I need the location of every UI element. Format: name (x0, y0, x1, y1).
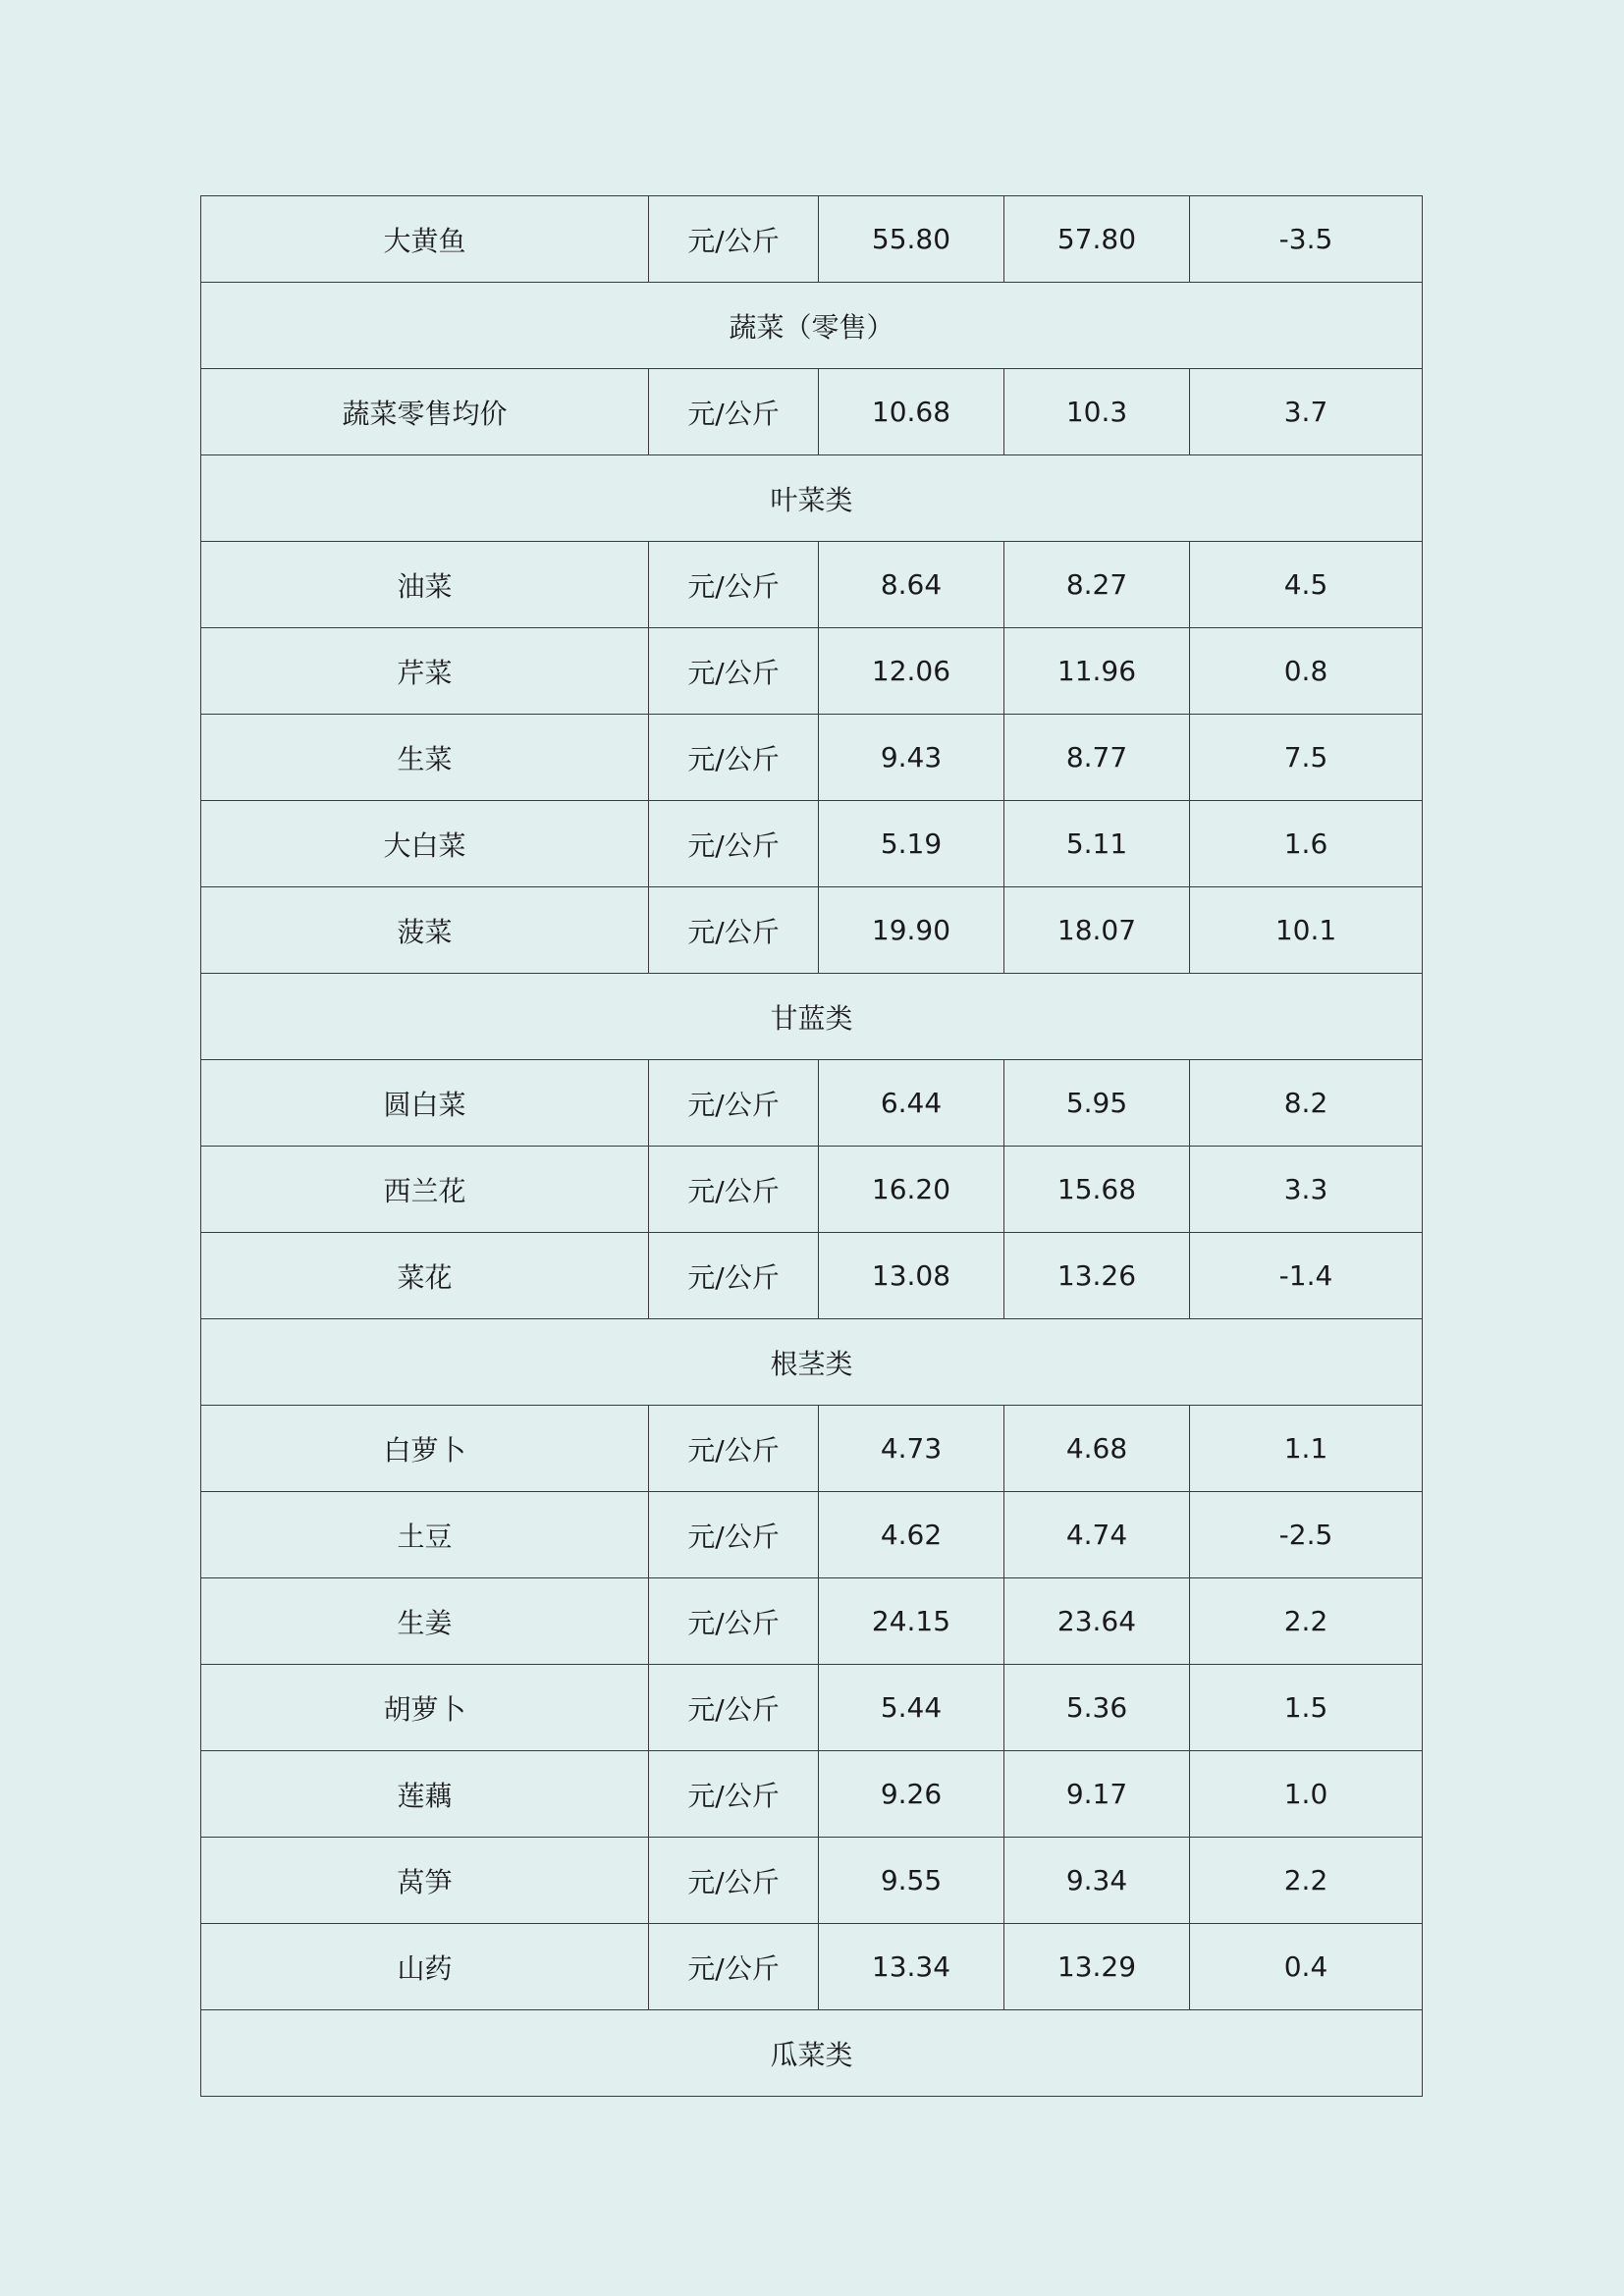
unit-cell: 元/公斤 (649, 1751, 819, 1838)
table-row (201, 1578, 1423, 1665)
unit-cell: 元/公斤 (649, 1147, 819, 1233)
current-price-cell: 4.73 (819, 1406, 1004, 1492)
change-percent-cell: 1.5 (1190, 1665, 1423, 1751)
current-price-cell: 24.15 (819, 1578, 1004, 1665)
table-row (201, 715, 1423, 801)
change-percent-cell: 0.8 (1190, 628, 1423, 715)
table-row (201, 887, 1423, 974)
current-price-cell: 5.44 (819, 1665, 1004, 1751)
unit-cell: 元/公斤 (649, 628, 819, 715)
current-price-cell: 16.20 (819, 1147, 1004, 1233)
table-row (201, 1147, 1423, 1233)
change-percent-cell: -1.4 (1190, 1233, 1423, 1319)
item-name-cell: 西兰花 (201, 1147, 649, 1233)
unit-cell: 元/公斤 (649, 1406, 819, 1492)
unit-cell: 元/公斤 (649, 801, 819, 887)
change-percent-cell: 1.6 (1190, 801, 1423, 887)
previous-price-cell: 4.68 (1004, 1406, 1190, 1492)
price-table (200, 195, 1423, 2097)
table-row (201, 1924, 1423, 2010)
table-row (201, 1665, 1423, 1751)
change-percent-cell: 2.2 (1190, 1838, 1423, 1924)
category-row (201, 1319, 1423, 1406)
item-name-cell: 菜花 (201, 1233, 649, 1319)
category-label: 瓜菜类 (201, 2010, 1423, 2097)
table-row (201, 1838, 1423, 1924)
previous-price-cell: 11.96 (1004, 628, 1190, 715)
item-name-cell: 油菜 (201, 542, 649, 628)
item-name-cell: 生菜 (201, 715, 649, 801)
change-percent-cell: -3.5 (1190, 196, 1423, 283)
table-row (201, 628, 1423, 715)
current-price-cell: 9.26 (819, 1751, 1004, 1838)
change-percent-cell: 2.2 (1190, 1578, 1423, 1665)
unit-cell: 元/公斤 (649, 1492, 819, 1578)
item-name-cell: 莴笋 (201, 1838, 649, 1924)
change-percent-cell: 1.1 (1190, 1406, 1423, 1492)
unit-cell: 元/公斤 (649, 542, 819, 628)
current-price-cell: 9.55 (819, 1838, 1004, 1924)
category-label: 甘蓝类 (201, 974, 1423, 1060)
change-percent-cell: 7.5 (1190, 715, 1423, 801)
previous-price-cell: 5.36 (1004, 1665, 1190, 1751)
table-row (201, 1751, 1423, 1838)
item-name-cell: 山药 (201, 1924, 649, 2010)
category-label: 叶菜类 (201, 455, 1423, 542)
table-row (201, 196, 1423, 283)
table-row (201, 801, 1423, 887)
unit-cell: 元/公斤 (649, 887, 819, 974)
table-row (201, 1060, 1423, 1147)
unit-cell: 元/公斤 (649, 1665, 819, 1751)
previous-price-cell: 15.68 (1004, 1147, 1190, 1233)
unit-cell: 元/公斤 (649, 1578, 819, 1665)
previous-price-cell: 13.26 (1004, 1233, 1190, 1319)
unit-cell: 元/公斤 (649, 1838, 819, 1924)
previous-price-cell: 8.77 (1004, 715, 1190, 801)
item-name-cell: 莲藕 (201, 1751, 649, 1838)
unit-cell: 元/公斤 (649, 1924, 819, 2010)
item-name-cell: 胡萝卜 (201, 1665, 649, 1751)
item-name-cell: 白萝卜 (201, 1406, 649, 1492)
item-name-cell: 圆白菜 (201, 1060, 649, 1147)
change-percent-cell: 10.1 (1190, 887, 1423, 974)
item-name-cell: 生姜 (201, 1578, 649, 1665)
category-label: 蔬菜（零售） (201, 283, 1423, 369)
previous-price-cell: 5.95 (1004, 1060, 1190, 1147)
change-percent-cell: 8.2 (1190, 1060, 1423, 1147)
unit-cell: 元/公斤 (649, 715, 819, 801)
unit-cell: 元/公斤 (649, 1233, 819, 1319)
current-price-cell: 6.44 (819, 1060, 1004, 1147)
category-row (201, 2010, 1423, 2097)
table-row (201, 369, 1423, 455)
previous-price-cell: 8.27 (1004, 542, 1190, 628)
current-price-cell: 5.19 (819, 801, 1004, 887)
table-row (201, 1233, 1423, 1319)
item-name-cell: 土豆 (201, 1492, 649, 1578)
change-percent-cell: 3.3 (1190, 1147, 1423, 1233)
unit-cell: 元/公斤 (649, 1060, 819, 1147)
table-body (201, 196, 1423, 2097)
item-name-cell: 大黄鱼 (201, 196, 649, 283)
table-row (201, 1492, 1423, 1578)
change-percent-cell: -2.5 (1190, 1492, 1423, 1578)
previous-price-cell: 13.29 (1004, 1924, 1190, 2010)
current-price-cell: 19.90 (819, 887, 1004, 974)
previous-price-cell: 10.3 (1004, 369, 1190, 455)
category-row (201, 455, 1423, 542)
previous-price-cell: 18.07 (1004, 887, 1190, 974)
item-name-cell: 芹菜 (201, 628, 649, 715)
current-price-cell: 4.62 (819, 1492, 1004, 1578)
previous-price-cell: 23.64 (1004, 1578, 1190, 1665)
previous-price-cell: 9.17 (1004, 1751, 1190, 1838)
previous-price-cell: 4.74 (1004, 1492, 1190, 1578)
table-row (201, 1406, 1423, 1492)
unit-cell: 元/公斤 (649, 369, 819, 455)
category-row (201, 974, 1423, 1060)
change-percent-cell: 1.0 (1190, 1751, 1423, 1838)
category-row (201, 283, 1423, 369)
current-price-cell: 13.08 (819, 1233, 1004, 1319)
current-price-cell: 9.43 (819, 715, 1004, 801)
item-name-cell: 蔬菜零售均价 (201, 369, 649, 455)
previous-price-cell: 57.80 (1004, 196, 1190, 283)
current-price-cell: 10.68 (819, 369, 1004, 455)
unit-cell: 元/公斤 (649, 196, 819, 283)
previous-price-cell: 9.34 (1004, 1838, 1190, 1924)
current-price-cell: 12.06 (819, 628, 1004, 715)
item-name-cell: 大白菜 (201, 801, 649, 887)
current-price-cell: 13.34 (819, 1924, 1004, 2010)
change-percent-cell: 0.4 (1190, 1924, 1423, 2010)
previous-price-cell: 5.11 (1004, 801, 1190, 887)
category-label: 根茎类 (201, 1319, 1423, 1406)
current-price-cell: 55.80 (819, 196, 1004, 283)
change-percent-cell: 4.5 (1190, 542, 1423, 628)
current-price-cell: 8.64 (819, 542, 1004, 628)
table-row (201, 542, 1423, 628)
change-percent-cell: 3.7 (1190, 369, 1423, 455)
item-name-cell: 菠菜 (201, 887, 649, 974)
